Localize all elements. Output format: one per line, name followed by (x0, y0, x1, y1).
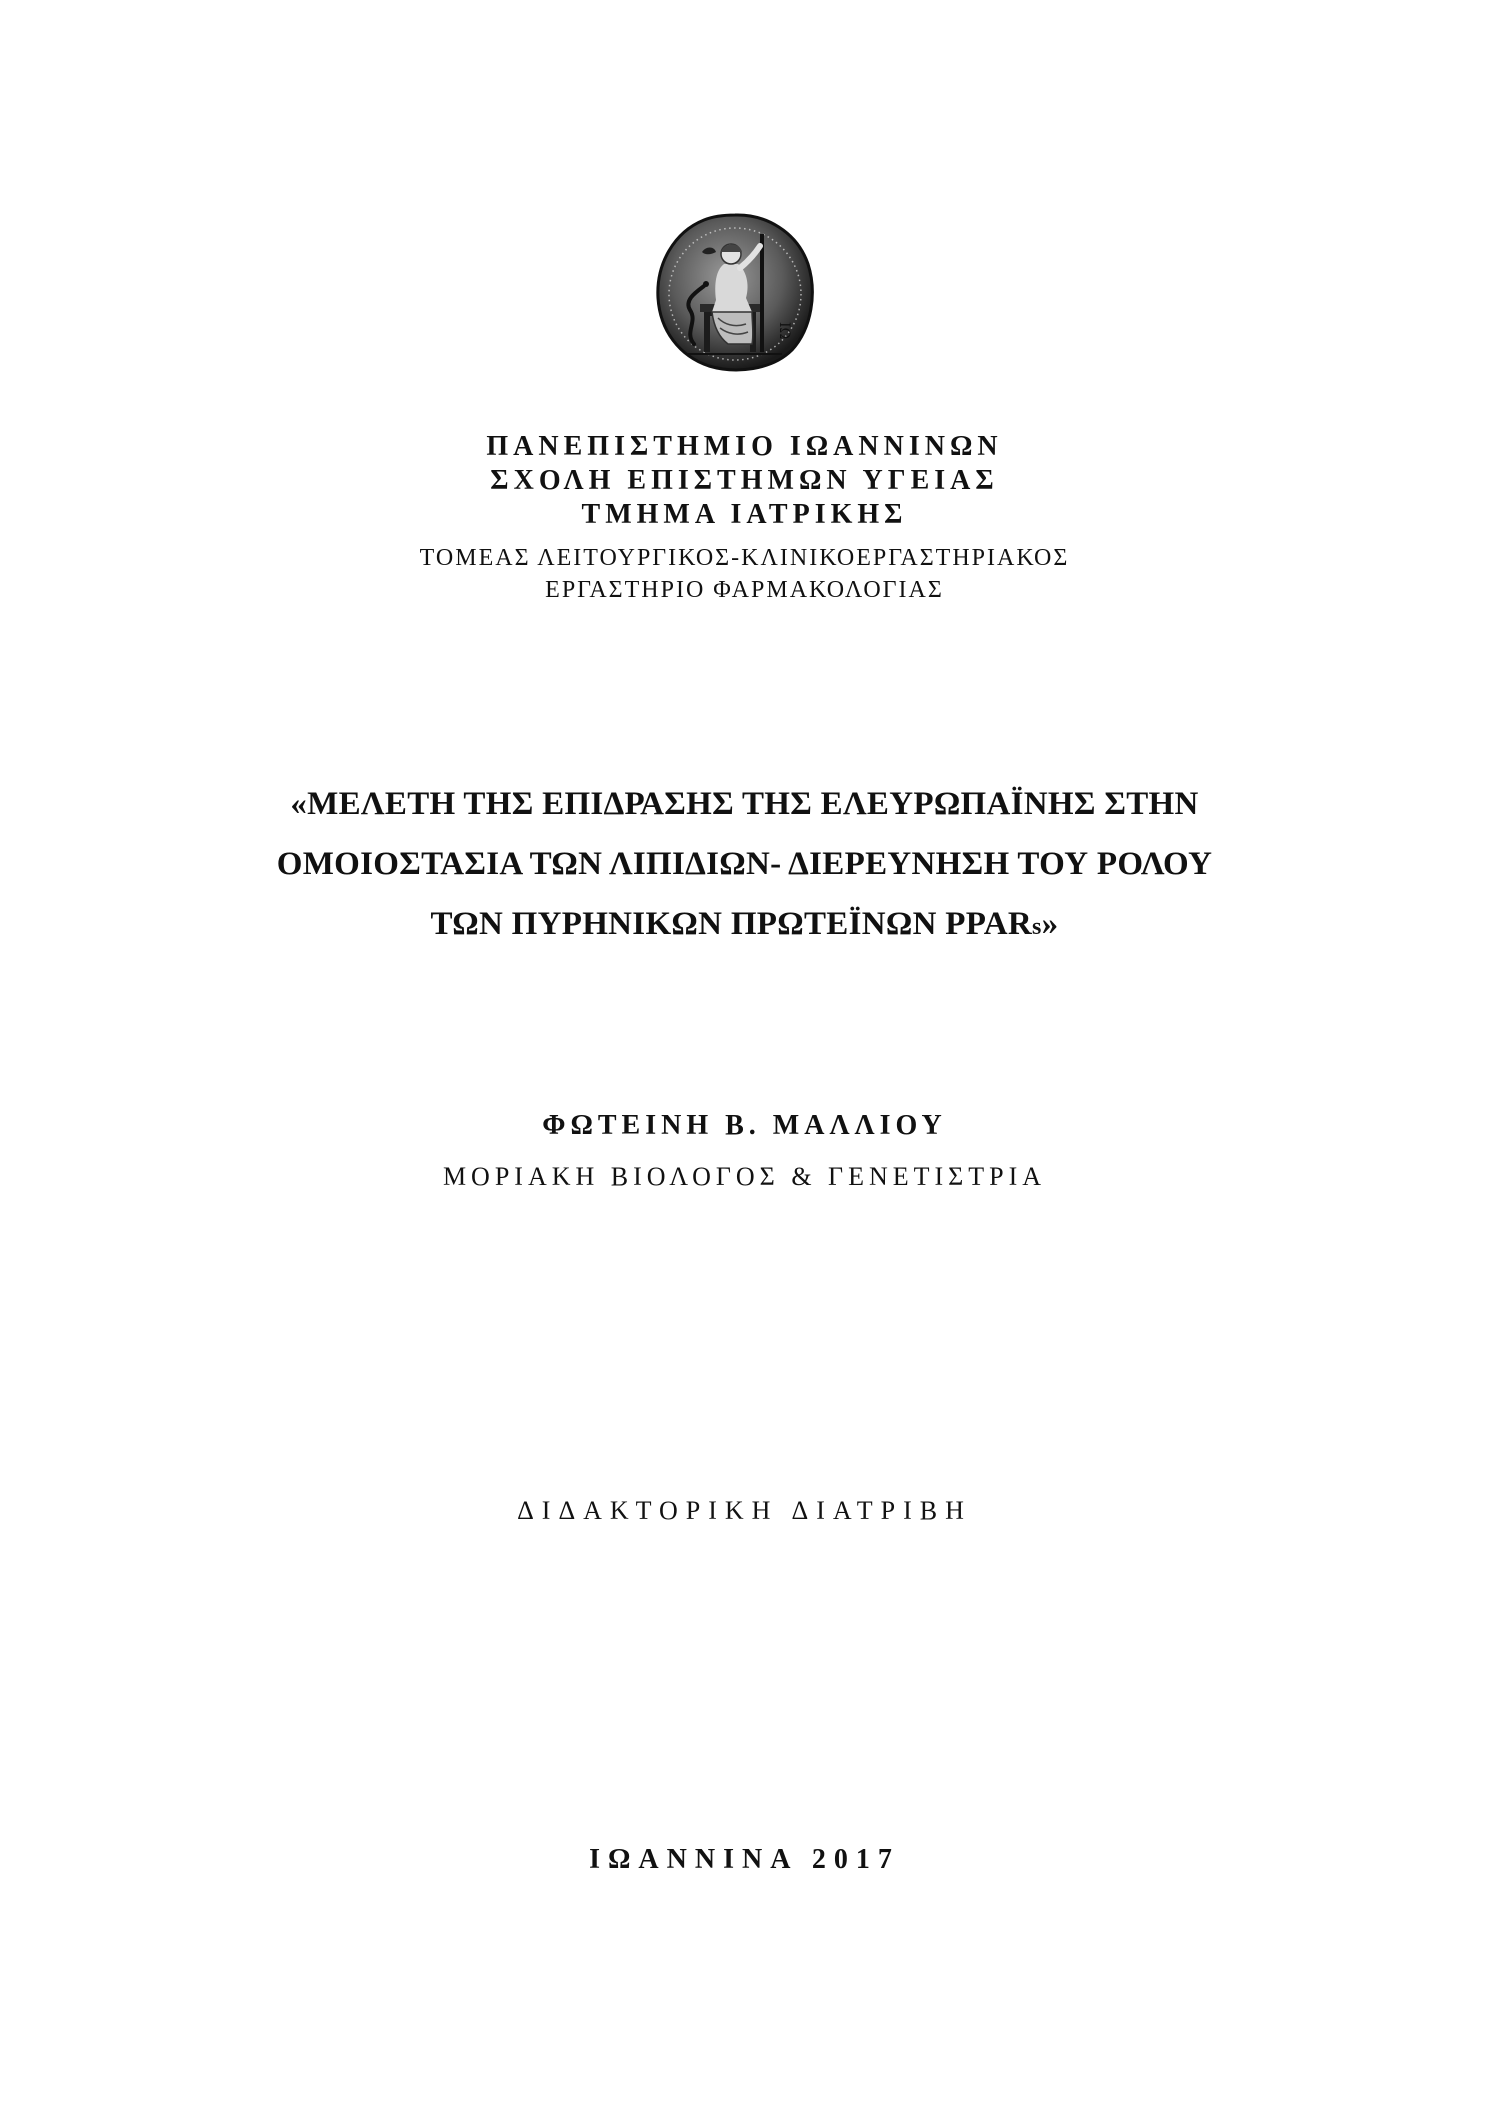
thesis-title-line-2: ΟΜΟΙΟΣΤΑΣΙΑ ΤΩΝ ΛΙΠΙΔΙΩΝ- ΔΙΕΡΕΥΝΗΣΗ ΤΟΥ ΡΟΛΟΥ (276, 846, 1213, 882)
seal-inscription: ΙΩ (776, 322, 792, 340)
school-name: ΣΧΟΛΗ ΕΠΙΣΤΗΜΩΝ ΥΓΕΙΑΣ (490, 465, 999, 496)
place-and-year: ΙΩΑΝΝΙΝΑ 2017 (589, 1844, 900, 1875)
thesis-title-line-1: «ΜΕΛΕΤΗ ΤΗΣ ΕΠΙΔΡΑΣΗΣ ΤΗΣ ΕΛΕΥΡΩΠΑΪΝΗΣ ΣΤΗΝ (290, 786, 1199, 822)
sector-name: ΤΟΜΕΑΣ ΛΕΙΤΟΥΡΓΙΚΟΣ-ΚΛΙΝΙΚΟΕΡΓΑΣΤΗΡΙΑΚΟΣ (419, 545, 1070, 571)
thesis-type: ΔΙΔΑΚΤΟΡΙΚΗ ΔΙΑΤΡΙΒΗ (517, 1496, 972, 1525)
thesis-title-line-3-close: » (1041, 906, 1059, 942)
thesis-title-line-3 (0, 894, 1489, 957)
laboratory-name: ΕΡΓΑΣΤΗΡΙΟ ΦΑΡΜΑΚΟΛΟΓΙΑΣ (545, 577, 944, 603)
thesis-title-line-3-suffix: s (1032, 914, 1042, 940)
thesis-title-line-3-main: ΤΩΝ ΠΥΡΗΝΙΚΩΝ ΠΡΩΤΕΪΝΩΝ PPAR (430, 906, 1033, 942)
university-seal-coin-icon (654, 212, 816, 374)
university-name: ΠΑΝΕΠΙΣΤΗΜΙΟ ΙΩΑΝΝΙΝΩΝ (486, 431, 1003, 462)
author-name: ΦΩΤΕΙΝΗ Β. ΜΑΛΛΙΟΥ (542, 1110, 947, 1141)
author-role: ΜΟΡΙΑΚΗ ΒΙΟΛΟΓΟΣ & ΓΕΝΕΤΙΣΤΡΙΑ (442, 1162, 1047, 1191)
department-name: ΤΜΗΜΑ ΙΑΤΡΙΚΗΣ (581, 499, 908, 530)
